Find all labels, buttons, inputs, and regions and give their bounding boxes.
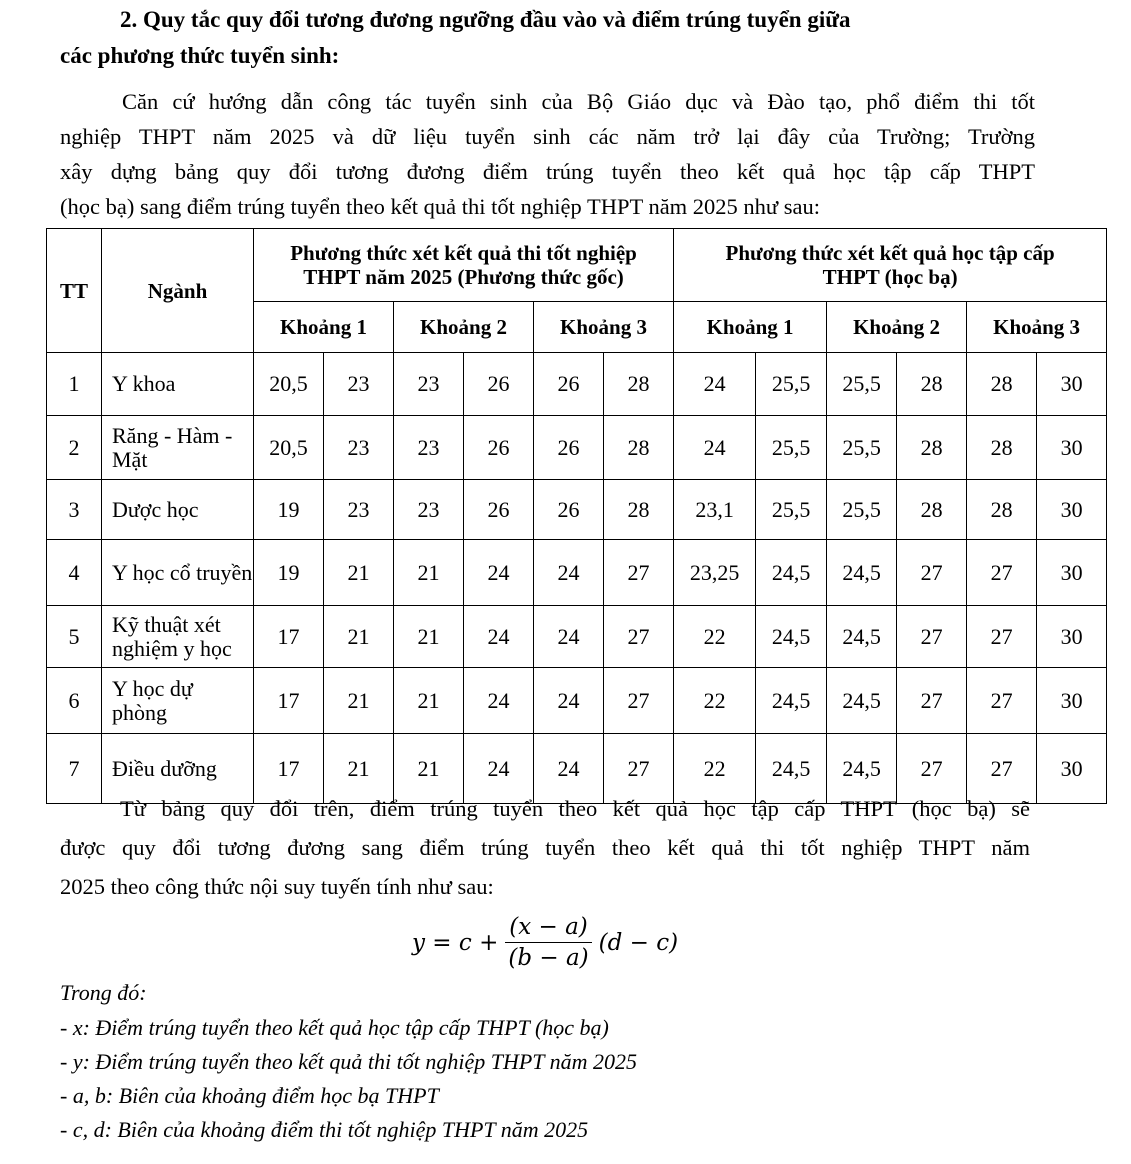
notes-title: Trong đó: xyxy=(60,980,147,1005)
cell-score: 24 xyxy=(674,353,756,416)
formula-lhs: y = c + xyxy=(412,929,499,956)
cell-score: 24,5 xyxy=(827,606,897,668)
cell-score: 28 xyxy=(967,416,1037,480)
cell-tt: 5 xyxy=(47,606,102,668)
formula-rhs: (d − c) xyxy=(598,929,679,956)
cell-score: 28 xyxy=(897,480,967,540)
formula-fraction xyxy=(504,914,592,971)
cell-score: 28 xyxy=(604,416,674,480)
cell-nganh: Y khoa xyxy=(102,353,254,416)
after-line: Từ bảng quy đổi trên, điểm trúng tuyển theo kết quả học tập cấp THPT (học bạ) sẽ xyxy=(120,796,1030,821)
cell-score: 28 xyxy=(967,480,1037,540)
header-group-hocba: Phương thức xét kết quả học tập cấp THPT (học bạ) xyxy=(674,229,1107,302)
cell-score: 27 xyxy=(604,734,674,804)
intro-line: (học bạ) sang điểm trúng tuyển theo kết quả thi tốt nghiệp THPT năm 2025 như sau: xyxy=(60,194,820,219)
intro-line: xây dựng bảng quy đổi tương đương điểm trúng tuyển theo kết quả học tập cấp THPT xyxy=(60,159,1035,184)
cell-score: 27 xyxy=(967,668,1037,734)
cell-score: 27 xyxy=(967,606,1037,668)
cell-score: 17 xyxy=(254,668,324,734)
note-item: - c, d: Biên của khoảng điểm thi tốt nghiệp THPT năm 2025 xyxy=(60,1117,589,1142)
heading-line-1: 2. Quy tắc quy đổi tương đương ngưỡng đầu vào và điểm trúng tuyển giữa xyxy=(120,7,851,32)
cell-score: 23 xyxy=(324,416,394,480)
cell-score: 27 xyxy=(967,734,1037,804)
cell-score: 26 xyxy=(464,353,534,416)
cell-score: 27 xyxy=(897,540,967,606)
cell-nganh: Y học dự phòng xyxy=(102,668,254,734)
cell-score: 30 xyxy=(1037,540,1107,606)
cell-score: 30 xyxy=(1037,606,1107,668)
cell-score: 22 xyxy=(674,668,756,734)
cell-score: 25,5 xyxy=(756,353,827,416)
cell-nganh: Răng - Hàm - Mặt xyxy=(102,416,254,480)
cell-score: 24 xyxy=(534,540,604,606)
after-line: 2025 theo công thức nội suy tuyến tính như sau: xyxy=(60,874,494,899)
table-row xyxy=(47,480,1107,540)
cell-score: 20,5 xyxy=(254,416,324,480)
cell-score: 26 xyxy=(534,353,604,416)
cell-score: 24 xyxy=(534,606,604,668)
header-group-thpt: Phương thức xét kết quả thi tốt nghiệp THPT năm 2025 (Phương thức gốc) xyxy=(254,229,674,302)
cell-score: 25,5 xyxy=(756,416,827,480)
cell-score: 17 xyxy=(254,734,324,804)
cell-score: 21 xyxy=(324,734,394,804)
cell-score: 21 xyxy=(324,606,394,668)
cell-score: 25,5 xyxy=(827,416,897,480)
header-range: Khoảng 2 xyxy=(394,302,534,353)
formula-denominator: (b − a) xyxy=(508,945,589,971)
intro-paragraph xyxy=(60,84,1035,224)
cell-score: 23 xyxy=(394,480,464,540)
cell-score: 23 xyxy=(324,353,394,416)
cell-score: 22 xyxy=(674,606,756,668)
conversion-table xyxy=(46,228,1107,804)
cell-score: 24 xyxy=(534,734,604,804)
cell-score: 21 xyxy=(324,540,394,606)
cell-score: 26 xyxy=(534,416,604,480)
header-range: Khoảng 1 xyxy=(674,302,827,353)
note-item: - a, b: Biên của khoảng điểm học bạ THPT xyxy=(60,1083,439,1108)
intro-line: nghiệp THPT năm 2025 và dữ liệu tuyển sinh các năm trở lại đây của Trường; Trường xyxy=(60,124,1035,149)
cell-nganh: Y học cổ truyền xyxy=(102,540,254,606)
cell-score: 24 xyxy=(534,668,604,734)
cell-score: 24 xyxy=(674,416,756,480)
cell-tt: 6 xyxy=(47,668,102,734)
section-heading xyxy=(60,2,1035,74)
intro-line: Căn cứ hướng dẫn công tác tuyển sinh của Bộ Giáo dục và Đào tạo, phổ điểm thi tốt xyxy=(122,89,1035,114)
cell-score: 27 xyxy=(967,540,1037,606)
interpolation-formula xyxy=(412,914,678,971)
table-row xyxy=(47,416,1107,480)
cell-score: 20,5 xyxy=(254,353,324,416)
cell-score: 27 xyxy=(897,668,967,734)
cell-score: 26 xyxy=(464,416,534,480)
cell-tt: 1 xyxy=(47,353,102,416)
header-range: Khoảng 1 xyxy=(254,302,394,353)
cell-score: 21 xyxy=(394,668,464,734)
notes xyxy=(60,975,637,1147)
cell-score: 24 xyxy=(464,734,534,804)
cell-score: 21 xyxy=(394,540,464,606)
cell-tt: 4 xyxy=(47,540,102,606)
formula-numerator: (x − a) xyxy=(505,914,592,943)
cell-score: 28 xyxy=(897,416,967,480)
cell-score: 19 xyxy=(254,540,324,606)
cell-score: 28 xyxy=(604,353,674,416)
cell-score: 28 xyxy=(897,353,967,416)
cell-score: 24 xyxy=(464,606,534,668)
cell-score: 25,5 xyxy=(827,480,897,540)
table-row xyxy=(47,540,1107,606)
cell-score: 27 xyxy=(604,540,674,606)
cell-score: 27 xyxy=(897,606,967,668)
cell-score: 21 xyxy=(394,734,464,804)
cell-score: 19 xyxy=(254,480,324,540)
cell-score: 26 xyxy=(464,480,534,540)
note-item: - x: Điểm trúng tuyển theo kết quả học tập cấp THPT (học bạ) xyxy=(60,1015,609,1040)
cell-tt: 7 xyxy=(47,734,102,804)
cell-score: 30 xyxy=(1037,668,1107,734)
cell-score: 30 xyxy=(1037,416,1107,480)
cell-tt: 3 xyxy=(47,480,102,540)
cell-score: 17 xyxy=(254,606,324,668)
cell-score: 22 xyxy=(674,734,756,804)
cell-score: 24 xyxy=(464,540,534,606)
header-range: Khoảng 2 xyxy=(827,302,967,353)
after-line: được quy đổi tương đương sang điểm trúng tuyển theo kết quả thi tốt nghiệp THPT năm xyxy=(60,835,1030,860)
header-nganh: Ngành xyxy=(102,229,254,353)
cell-score: 23 xyxy=(394,416,464,480)
cell-score: 21 xyxy=(394,606,464,668)
cell-score: 24,5 xyxy=(756,540,827,606)
cell-score: 26 xyxy=(534,480,604,540)
cell-score: 23,1 xyxy=(674,480,756,540)
cell-score: 23 xyxy=(394,353,464,416)
header-range: Khoảng 3 xyxy=(967,302,1107,353)
cell-score: 27 xyxy=(604,668,674,734)
cell-nganh: Kỹ thuật xét nghiệm y học xyxy=(102,606,254,668)
cell-nganh: Điều dưỡng xyxy=(102,734,254,804)
cell-score: 21 xyxy=(324,668,394,734)
header-tt: TT xyxy=(47,229,102,353)
cell-score: 30 xyxy=(1037,480,1107,540)
cell-score: 25,5 xyxy=(756,480,827,540)
cell-nganh: Dược học xyxy=(102,480,254,540)
heading-line-2: các phương thức tuyển sinh: xyxy=(60,43,340,68)
cell-score: 27 xyxy=(604,606,674,668)
cell-score: 24,5 xyxy=(756,606,827,668)
cell-score: 24,5 xyxy=(827,540,897,606)
note-item: - y: Điểm trúng tuyển theo kết quả thi tốt nghiệp THPT năm 2025 xyxy=(60,1049,638,1074)
cell-score: 25,5 xyxy=(827,353,897,416)
cell-score: 24 xyxy=(464,668,534,734)
cell-score: 28 xyxy=(604,480,674,540)
header-range: Khoảng 3 xyxy=(534,302,674,353)
after-paragraph xyxy=(60,789,1030,906)
cell-score: 24,5 xyxy=(827,734,897,804)
cell-score: 24,5 xyxy=(756,668,827,734)
table-row xyxy=(47,606,1107,668)
cell-score: 24,5 xyxy=(756,734,827,804)
table-row xyxy=(47,353,1107,416)
cell-score: 28 xyxy=(967,353,1037,416)
cell-score: 30 xyxy=(1037,734,1107,804)
cell-score: 23 xyxy=(324,480,394,540)
cell-score: 30 xyxy=(1037,353,1107,416)
cell-score: 24,5 xyxy=(827,668,897,734)
cell-score: 27 xyxy=(897,734,967,804)
cell-score: 23,25 xyxy=(674,540,756,606)
cell-tt: 2 xyxy=(47,416,102,480)
table-row xyxy=(47,668,1107,734)
